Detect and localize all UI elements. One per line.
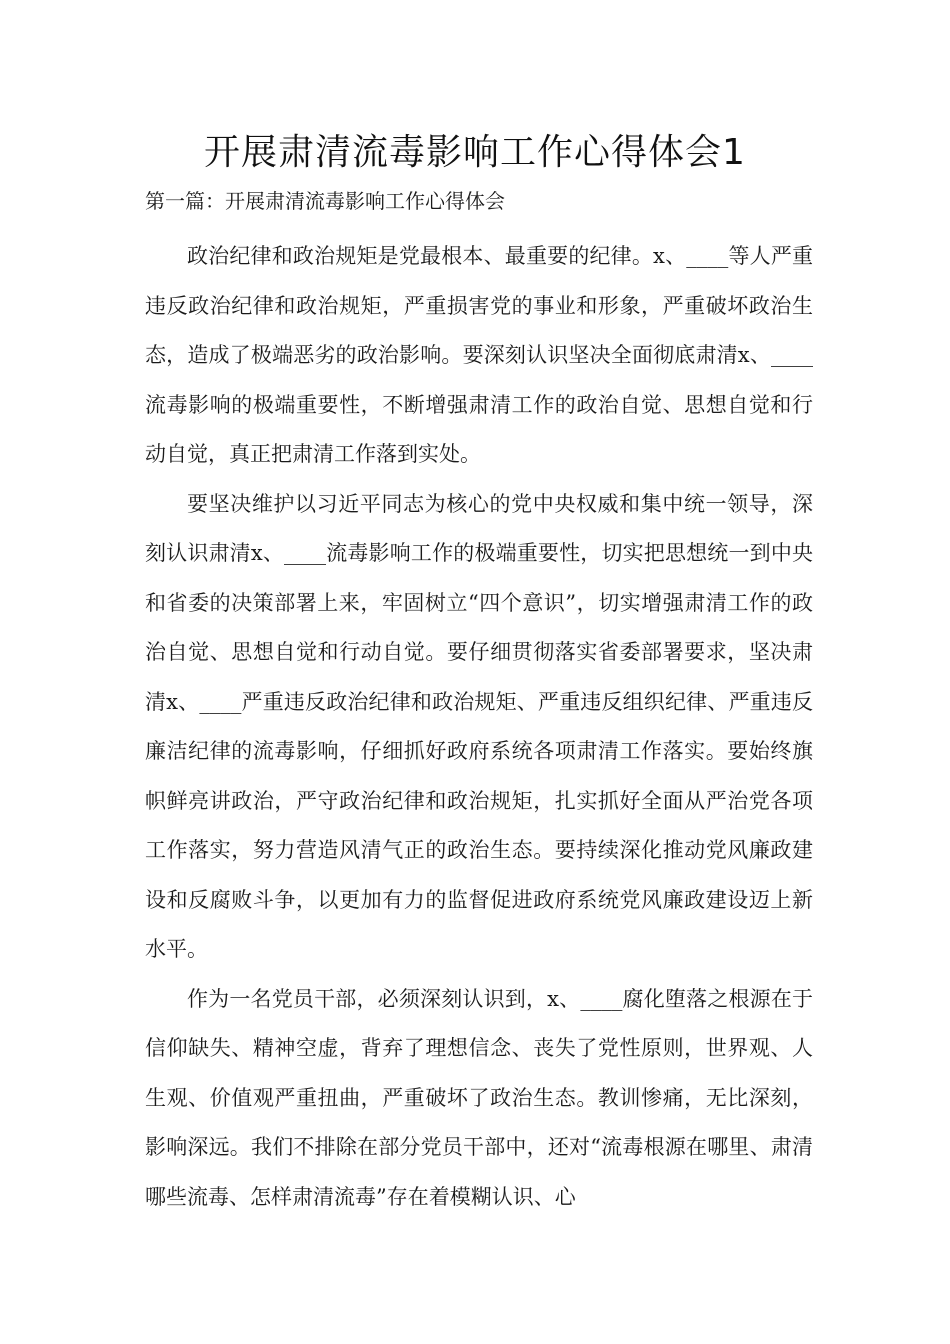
paragraph-2: 要坚决维护以习近平同志为核心的党中央权威和集中统一领导，深刻认识肃清x、____流毒影响工作的极端重要性，切实把思想统一到中央和省委的决策部署上来，牢固树立“四个意识”，切实增强肃清工作的政治自觉、思想自觉和行动自觉。要仔细贯彻落实省委部署要求，坚决肃清x、____严重违反政治纪律和政治规矩、严重违反组织纪律、严重违反廉洁纪律的流毒影响，仔细抓好政府系统各项肃清工作落实。要始终旗帜鲜亮讲政治，严守政治纪律和政治规矩，扎实抓好全面从严治党各项工作落实，努力营造风清气正的政治生态。要持续深化推动党风廉政建设和反腐败斗争，以更加有力的监督促进政府系统党风廉政建设迈上新水平。: [145, 491, 813, 961]
paragraph-3: 作为一名党员干部，必须深刻认识到，x、____腐化堕落之根源在于信仰缺失、精神空虚，背弃了理想信念、丧失了党性原则，世界观、人生观、价值观严重扭曲，严重破坏了政治生态。教训惨痛，无比深刻，影响深远。我们不排除在部分党员干部中，还对“流毒根源在哪里、肃清哪些流毒、怎样肃清流毒”存在着模糊认识、心: [145, 986, 813, 1209]
document-body: [145, 232, 813, 1222]
section-heading: 第一篇：开展肃清流毒影响工作心得体会: [145, 189, 505, 213]
paragraph-1: 政治纪律和政治规矩是党最根本、最重要的纪律。x、____等人严重违反政治纪律和政治规矩，严重损害党的事业和形象，严重破坏政治生态，造成了极端恶劣的政治影响。要深刻认识坚决全面彻底肃清x、____流毒影响的极端重要性，不断增强肃清工作的政治自觉、思想自觉和行动自觉，真正把肃清工作落到实处。: [145, 244, 813, 466]
document-title: 开展肃清流毒影响工作心得体会1: [204, 132, 746, 173]
